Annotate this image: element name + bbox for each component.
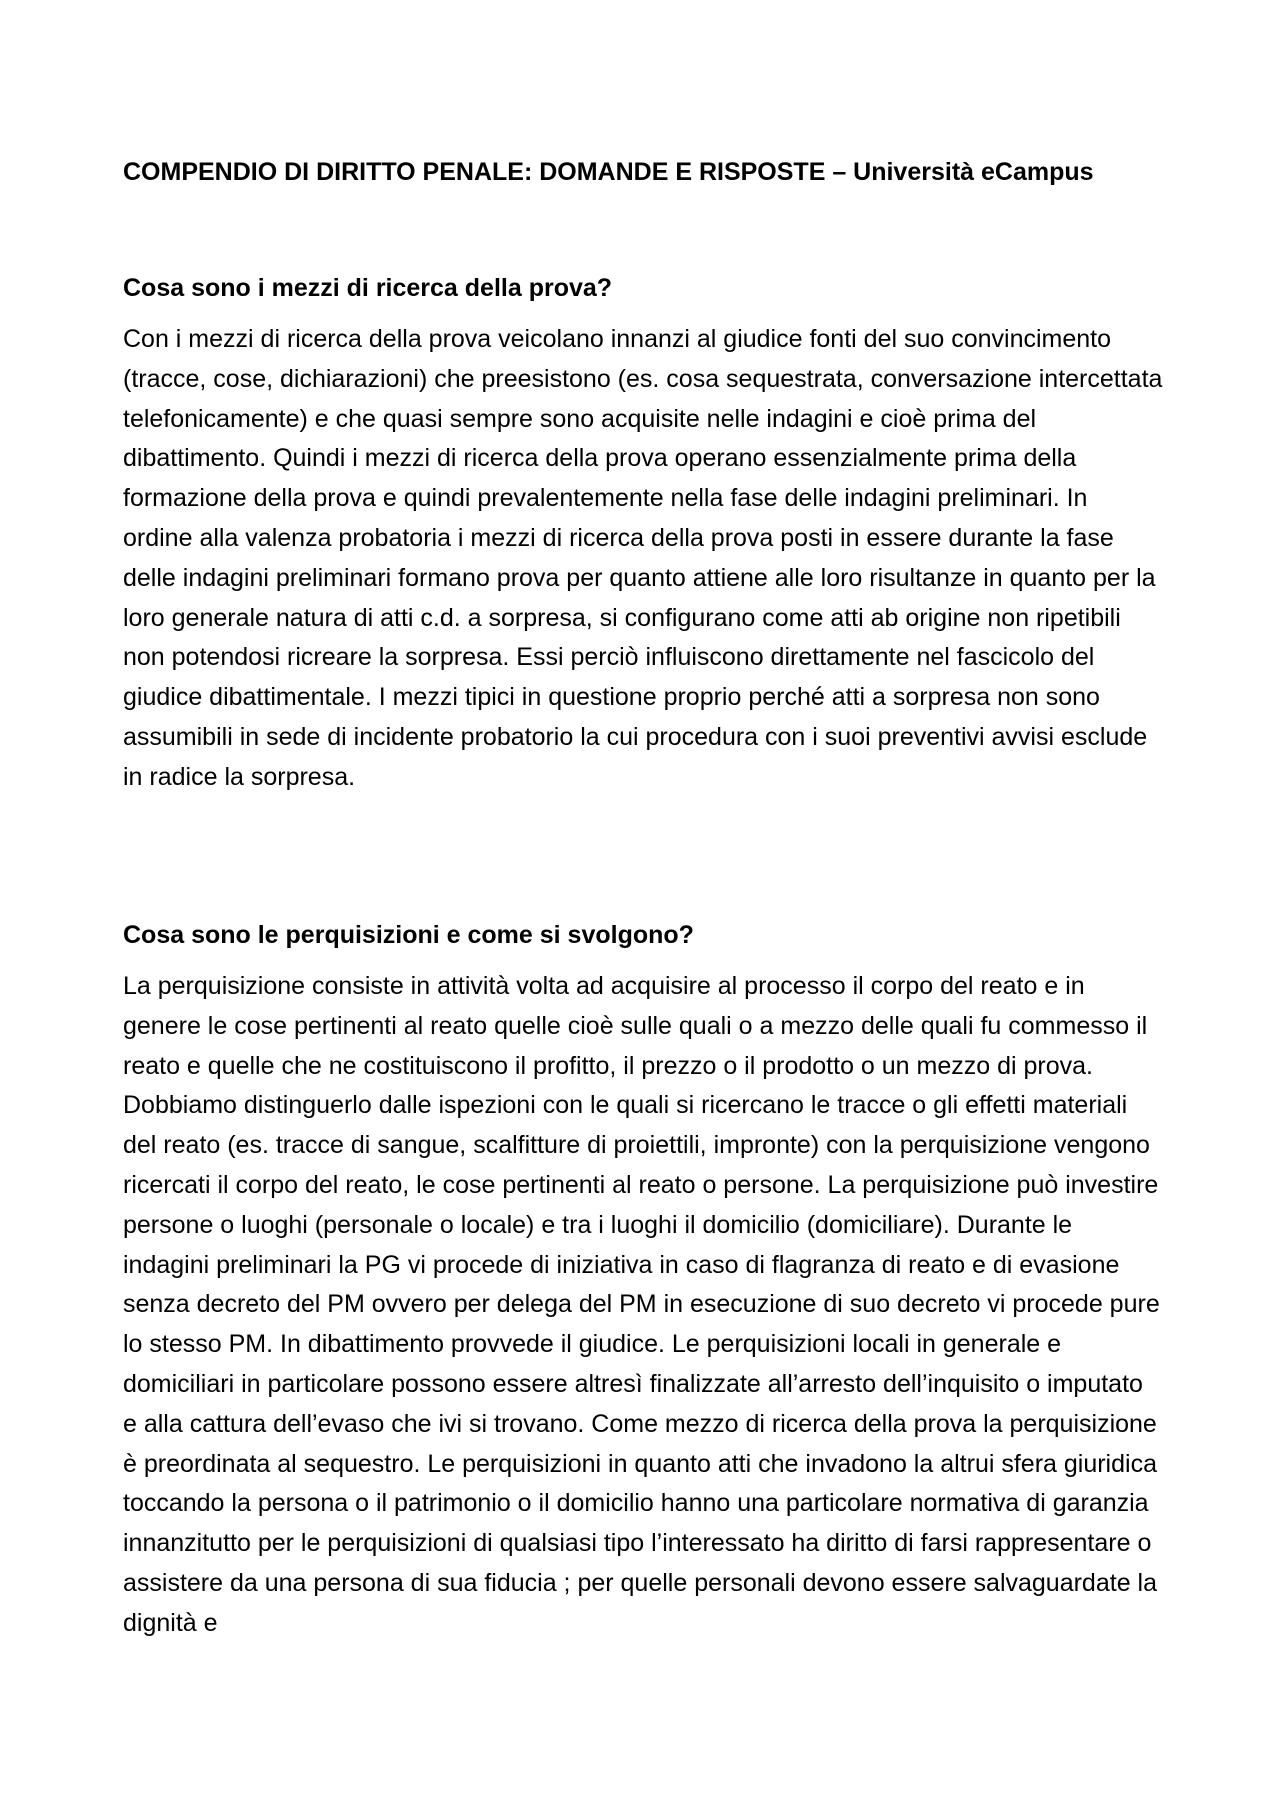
answer-paragraph: Con i mezzi di ricerca della prova veicolano innanzi al giudice fonti del suo convincimento (tracce, cose, dichiarazioni) che preesistono (es. cosa sequestrata, conversazione intercettata telefonicamente) e che quasi sempre sono acquisite nelle indagini e cioè prima del dibattimento. Quindi i mezzi di ricerca della prova operano essenzialmente prima della formazione della prova e quindi prevalentemente nella fase delle indagini preliminari. In ordine alla valenza probatoria i mezzi di ricerca della prova posti in essere durante la fase delle indagini preliminari formano prova per quanto attiene alle loro risultanze in quanto per la loro generale natura di atti c.d. a sorpresa, si configurano come atti ab origine non ripetibili non potendosi ricreare la sorpresa. Essi perciò influiscono direttamente nel fascicolo del giudice dibattimentale. I mezzi tipici in questione proprio perché atti a sorpresa non sono assumibili in sede di incidente probatorio la cui procedura con i suoi preventivi avvisi esclude in radice la sorpresa. xyxy=(123,325,1163,791)
question-heading: Cosa sono i mezzi di ricerca della prova? xyxy=(123,274,613,302)
document-title: COMPENDIO DI DIRITTO PENALE: DOMANDE E RISPOSTE – Università eCampus xyxy=(123,158,1094,186)
qa-section-perquisizioni xyxy=(123,920,1163,1644)
qa-section-mezzi-ricerca-prova xyxy=(123,273,1163,798)
question-heading: Cosa sono le perquisizioni e come si svolgono? xyxy=(123,921,694,949)
answer-paragraph: La perquisizione consiste in attività volta ad acquisire al processo il corpo del reato e in genere le cose pertinenti al reato quelle cioè sulle quali o a mezzo delle quali fu commesso il reato e quelle che ne costituiscono il profitto, il prezzo o il prodotto o un mezzo di prova. Dobbiamo distinguerlo dalle ispezioni con le quali si ricercano le tracce o gli effetti materiali del reato (es. tracce di sangue, scalfitture di proiettili, impronte) con la perquisizione vengono ricercati il corpo del reato, le cose pertinenti al reato o persone. La perquisizione può investire persone o luoghi (personale o locale) e tra i luoghi il domicilio (domiciliare). Durante le indagini preliminari la PG vi procede di iniziativa in caso di flagranza di reato e di evasione senza decreto del PM ovvero per delega del PM in esecuzione di suo decreto vi procede pure lo stesso PM. In dibattimento provvede il giudice. Le perquisizioni locali in generale e domiciliari in particolare possono essere altresì finalizzate all’arresto dell’inquisito o imputato e alla cattura dell’evaso che ivi si trovano. Come mezzo di ricerca della prova la perquisizione è preordinata al sequestro. Le perquisizioni in quanto atti che invadono la altrui sfera giuridica toccando la persona o il patrimonio o il domicilio hanno una particolare normativa di garanzia innanzitutto per le perquisizioni di qualsiasi tipo l’interessato ha diritto di farsi rappresentare o assistere da una persona di sua fiducia ; per quelle personali devono essere salvaguardate la dignità e xyxy=(123,972,1160,1637)
